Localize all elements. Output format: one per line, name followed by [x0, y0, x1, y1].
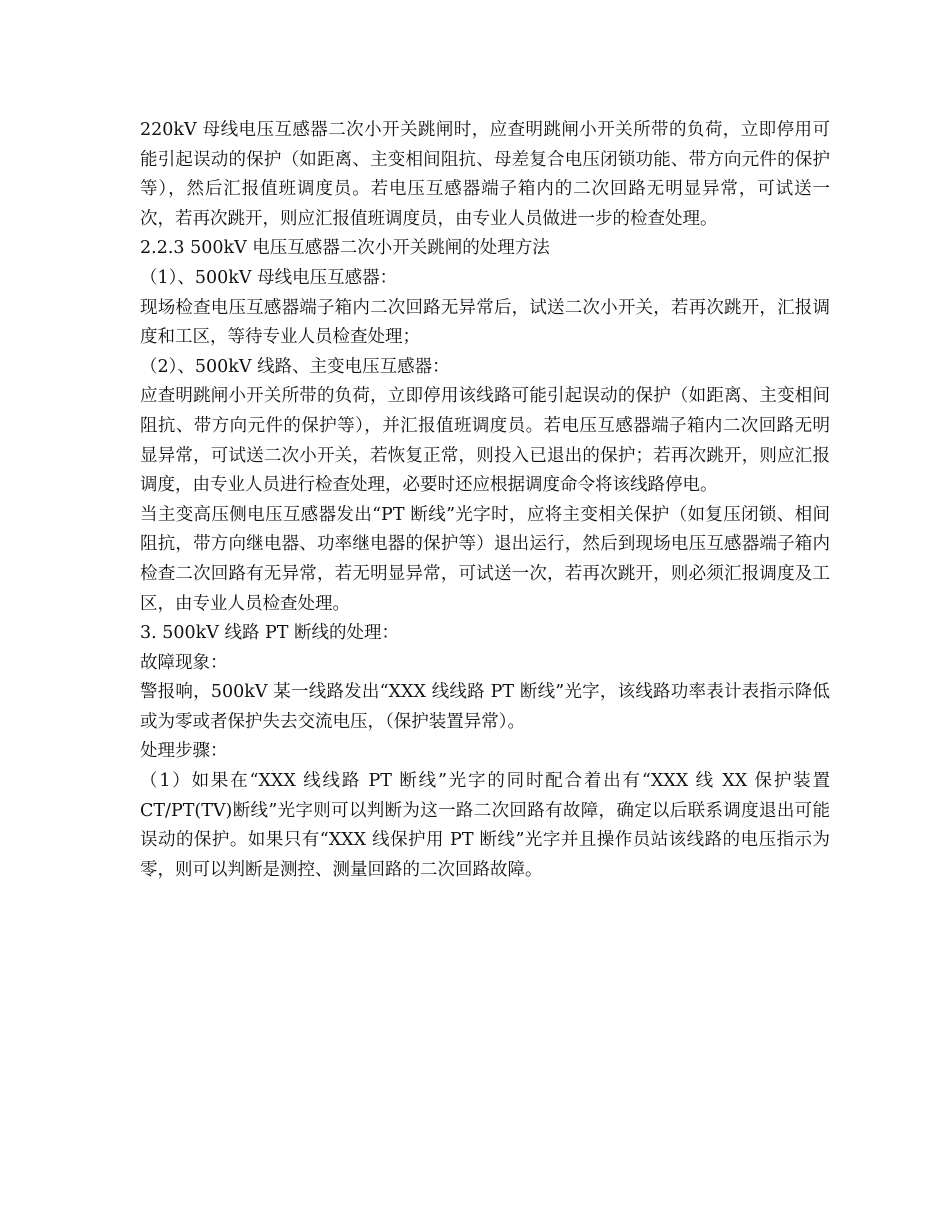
- paragraph-transformer-hv-pt-alarm: 当主变高压侧电压互感器发出“PT 断线”光字时，应将主变相关保护（如复压闭锁、相间阻抗，带方向继电器、功率继电器的保护等）退出运行，然后到现场电压互感器端子箱内检查二次回路有无异常，若无明显异常，可试送一次，若再次跳开，则必须汇报调度及工区，由专业人员检查处理。: [140, 504, 830, 614]
- subheading-busbar-pt: （1）、500kV 母线电压互感器：: [140, 267, 398, 288]
- paragraph-busbar-pt-handling: 现场检查电压互感器端子箱内二次回路无异常后，试送二次小开关，若再次跳开，汇报调度和工区，等待专业人员检查处理；: [140, 297, 830, 348]
- paragraph-pt-switch-trip-220kv: 220kV 母线电压互感器二次小开关跳闸时，应查明跳闸小开关所带的负荷，立即停用可能引起误动的保护（如距离、主变相间阻抗、母差复合电压闭锁功能、带方向元件的保护等），然后汇报值班调度员。若电压互感器端子箱内的二次回路无明显异常，可试送一次，若再次跳开，则应汇报值班调度员，由专业人员做进一步的检查处理。: [140, 120, 830, 229]
- paragraph-handling-step-1: （1）如果在“XXX 线线路 PT 断线”光字的同时配合着出有“XXX 线 XX 保护装置 CT/PT(TV)断线”光字则可以判断为这一路二次回路有故障，确定以后联系调度退出可能误动的保护。如果只有“XXX 线保护用 PT 断线”光字并且操作员站该线路的电压指示为零，则可以判断是测控、测量回路的二次回路故障。: [140, 771, 830, 880]
- label-handling-steps: 处理步骤：: [140, 741, 228, 762]
- paragraph-line-transformer-pt-handling: 应查明跳闸小开关所带的负荷，立即停用该线路可能引起误动的保护（如距离、主变相间阻抗、带方向元件的保护等），并汇报值班调度员。若电压互感器端子箱内二次回路无明显异常，可试送二次小开关，若恢复正常，则投入已退出的保护；若再次跳开，则应汇报调度，由专业人员进行检查处理，必要时还应根据调度命令将该线路停电。: [140, 386, 830, 496]
- paragraph-fault-symptom: 警报响，500kV 某一线路发出“XXX 线线路 PT 断线”光字，该线路功率表计表指示降低或为零或者保护失去交流电压，（保护装置异常）。: [140, 682, 830, 732]
- label-fault-symptom: 故障现象：: [140, 652, 228, 673]
- section-heading-3: 3. 500kV 线路 PT 断线的处理：: [140, 623, 400, 644]
- section-heading-2-2-3: 2.2.3 500kV 电压互感器二次小开关跳闸的处理方法: [140, 238, 550, 259]
- document-body: [140, 116, 830, 885]
- subheading-line-transformer-pt: （2）、500kV 线路、主变电压互感器：: [140, 356, 450, 377]
